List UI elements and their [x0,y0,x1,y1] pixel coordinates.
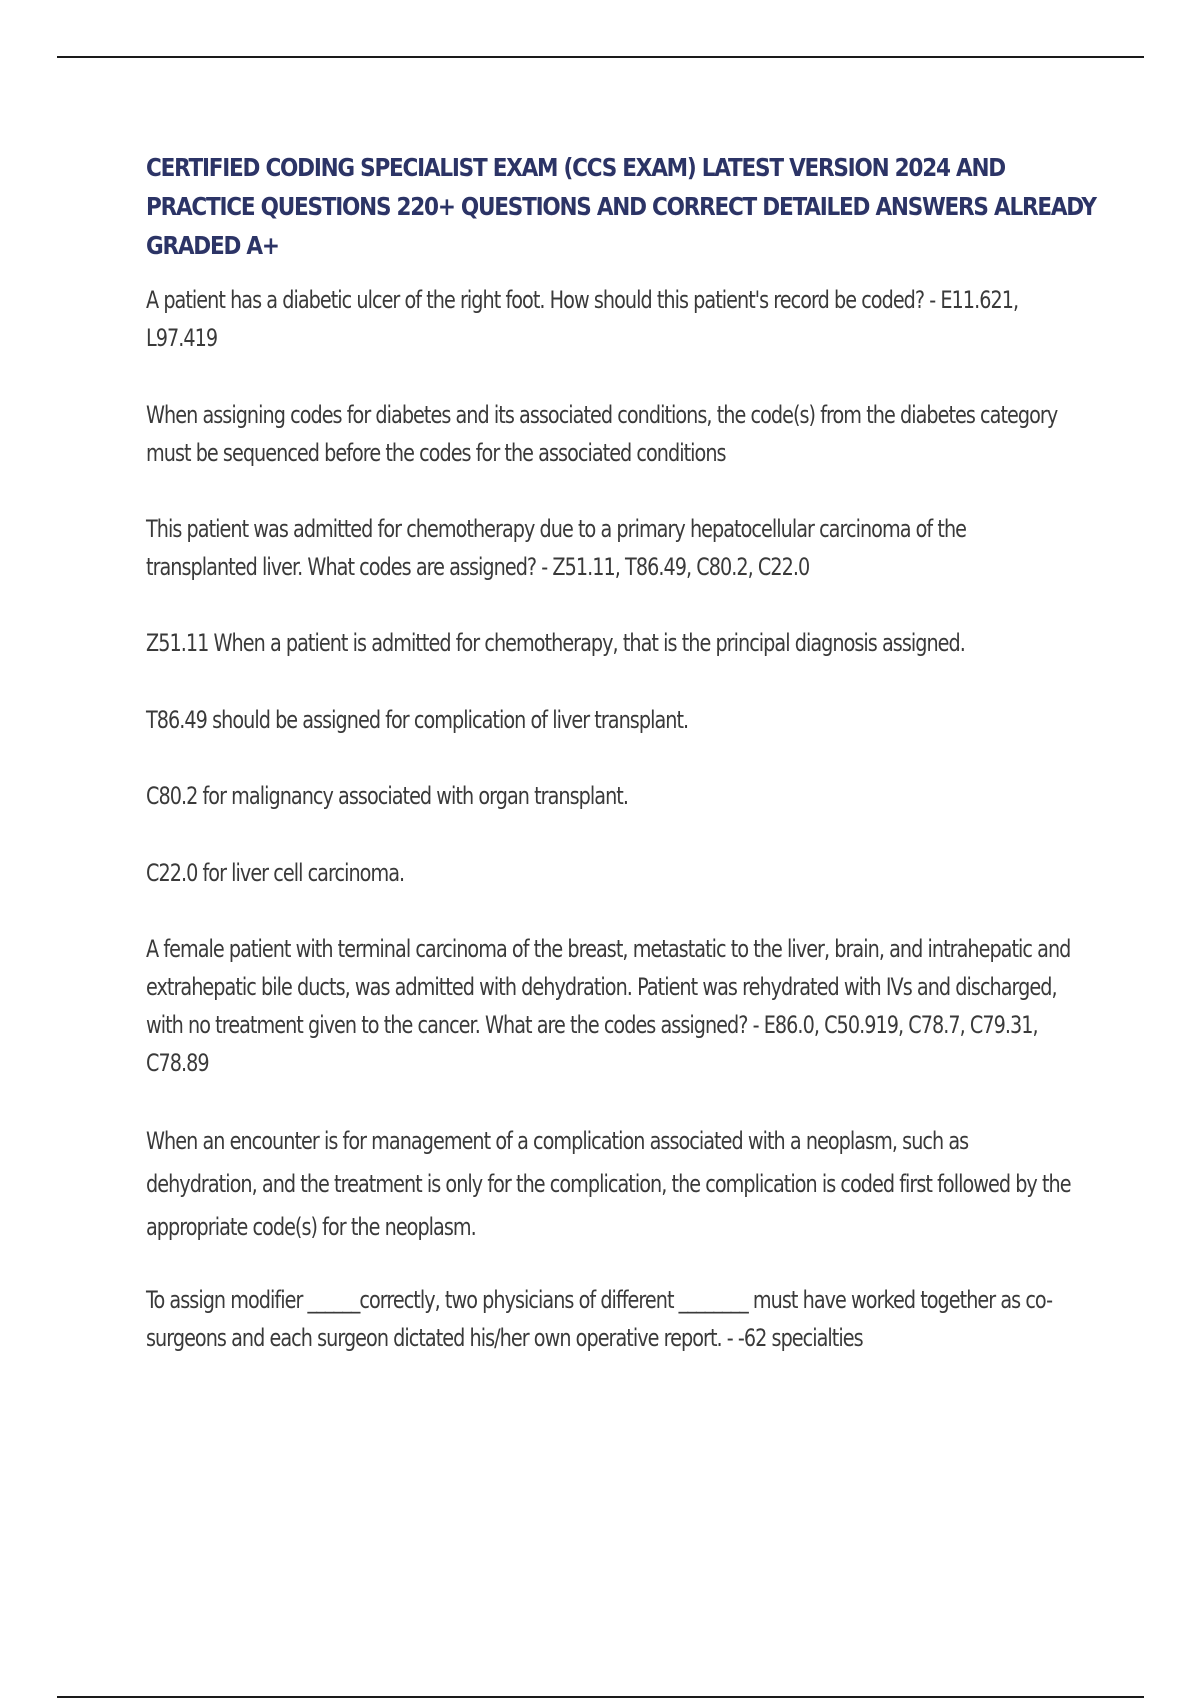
bottom-rule [57,1696,1144,1698]
paragraph-diabetes-sequencing: When assigning codes for diabetes and its associated conditions, the code(s) from the diabetes category must be sequenced before the codes for the associated conditions [146,401,1058,467]
paragraph-breast-carcinoma-question: A female patient with terminal carcinoma of the breast, metastatic to the liver, brain, and intrahepatic and extrahepatic bile ducts, was admitted with dehydration. Patient was rehydrated with IVs and discharged, with no treatment given to the cancer. What are the codes assigned? - E86.0, C50.919, C78.7, C79.31, C78.89 [146,935,1071,1077]
document-title: CERTIFIED CODING SPECIALIST EXAM (CCS EXAM) LATEST VERSION 2024 AND PRACTICE QUESTIONS 220+ QUESTIONS AND CORRECT DETAILED ANSWERS ALREADY GRADED A+ [146,153,1096,260]
top-rule [57,56,1144,58]
paragraph-t86-explanation: T86.49 should be assigned for complication of liver transplant. [146,706,689,734]
paragraph-modifier-question: To assign modifier ______correctly, two physicians of different ________ must have worked together as co-surgeons and each surgeon dictated his/her own operative report. - -62 specialties [146,1286,1053,1352]
paragraph-c80-explanation: C80.2 for malignancy associated with organ transplant. [146,782,628,810]
paragraph-neoplasm-complication: When an encounter is for management of a complication associated with a neoplasm, such as dehydration, and the treatment is only for the complication, the complication is coded first followed by the appropriate code(s) for the neoplasm. [146,1127,1071,1241]
paragraph-c22-explanation: C22.0 for liver cell carcinoma. [146,859,405,887]
paragraph-diabetic-ulcer-question: A patient has a diabetic ulcer of the right foot. How should this patient's record be coded? - E11.621, L97.419 [146,286,1019,352]
paragraph-chemotherapy-question: This patient was admitted for chemotherapy due to a primary hepatocellular carcinoma of the transplanted liver. What codes are assigned? - Z51.11, T86.49, C80.2, C22.0 [146,515,967,581]
document-body [146,148,1096,1352]
paragraph-z51-explanation: Z51.11 When a patient is admitted for chemotherapy, that is the principal diagnosis assigned. [146,629,965,657]
